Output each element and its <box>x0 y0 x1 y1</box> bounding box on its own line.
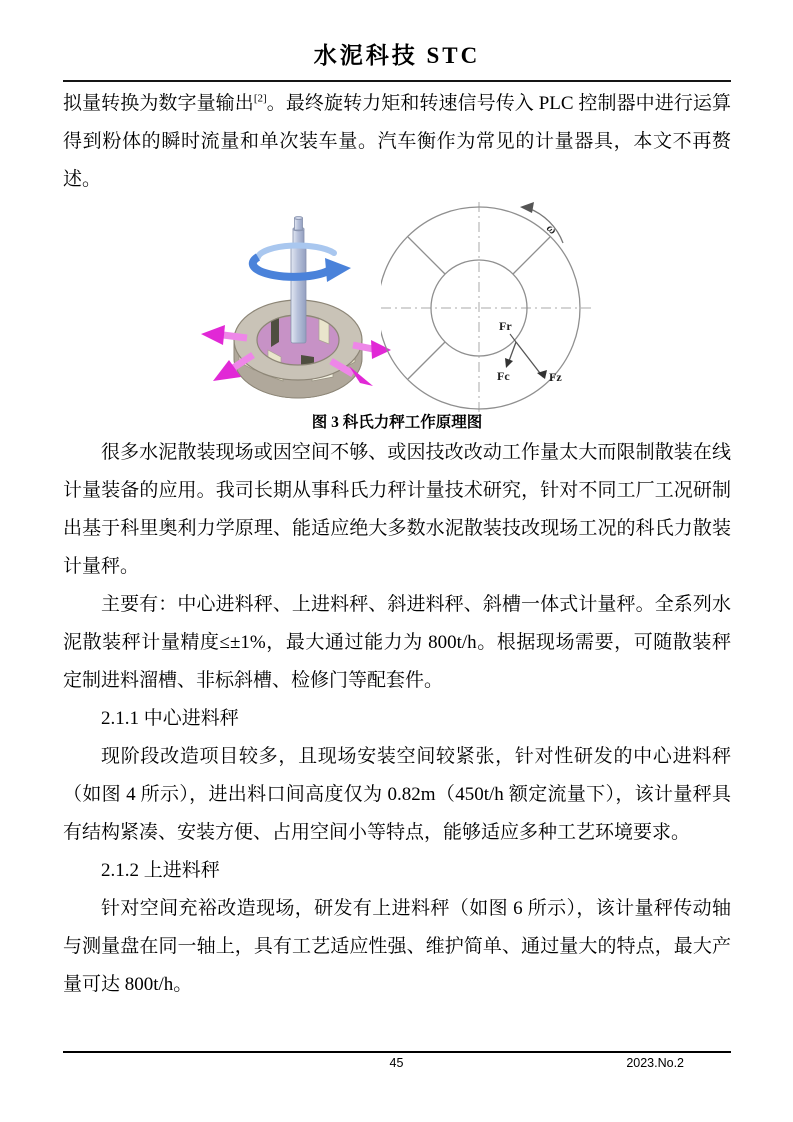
force-vectors <box>497 319 562 384</box>
omega-label: ω <box>543 220 560 238</box>
intro-paragraph <box>63 85 731 199</box>
section-heading-2-1-1: 2.1.1 中心进料秤 <box>101 708 239 729</box>
fc-label: Fc <box>497 369 510 383</box>
paragraph-bulk-loading: 很多水泥散装现场或因空间不够、或因技改改动工作量太大而限制散装在线计量装备的应用。我司长期从事科氏力秤计量技术研究，针对不同工厂工况研制出基于科里奥利力学原理、能适应绝大多数水泥散装技改现场工况的科氏力散装计量秤。 <box>63 442 731 577</box>
coriolis-principle-diagram <box>381 199 616 414</box>
paragraph-top-feed-scale: 针对空间充裕改造现场，研发有上进料秤（如图 6 所示），该计量秤传动轴与测量盘在同一轴上，具有工艺适应性强、维护简单、通过量大的特点，最大产量可达 800t/h。 <box>63 898 731 995</box>
page-content <box>63 38 731 1004</box>
journal-title: 水泥科技 STC <box>313 43 481 68</box>
coriolis-rotor-3d-illustration <box>183 207 395 413</box>
omega-rotation-icon <box>520 202 563 243</box>
footer-rule <box>63 1051 731 1053</box>
issue-number: 2023.No.2 <box>626 1056 684 1070</box>
figure-caption: 图 3 科氏力秤工作原理图 <box>311 414 483 431</box>
intro-text-after: 。最终旋转力矩和转速信号传入 PLC 控制器中进行运算得到粉体的瞬时流量和单次装车量。汽车衡作为常见的计量器具，本文不再赘述。 <box>63 93 731 190</box>
section-heading-2-1-2: 2.1.2 上进料秤 <box>101 860 220 881</box>
paragraph-center-feed-scale: 现阶段改造项目较多，且现场安装空间较紧张，针对性研发的中心进料秤（如图 4 所示），进出料口间高度仅为 0.82m（450t/h 额定流量下），该计量秤具有结构紧凑、安装方便、占用空间小等特点，能够适应多种工艺环境要求。 <box>63 746 731 843</box>
figure-3 <box>63 199 731 411</box>
fz-label: Fz <box>549 370 562 384</box>
paragraph-product-series: 主要有：中心进料秤、上进料秤、斜进料秤、斜槽一体式计量秤。全系列水泥散装秤计量精度≤±1%，最大通过能力为 800t/h。根据现场需要，可随散装秤定制进料溜槽、非标斜槽、检修门等配套件。 <box>63 594 731 691</box>
intro-text-before: 拟量转换为数字量输出 <box>63 93 254 114</box>
citation-superscript: [2] <box>253 92 267 105</box>
fr-label: Fr <box>499 319 512 333</box>
page-number: 45 <box>389 1056 404 1070</box>
header-rule <box>63 80 731 82</box>
